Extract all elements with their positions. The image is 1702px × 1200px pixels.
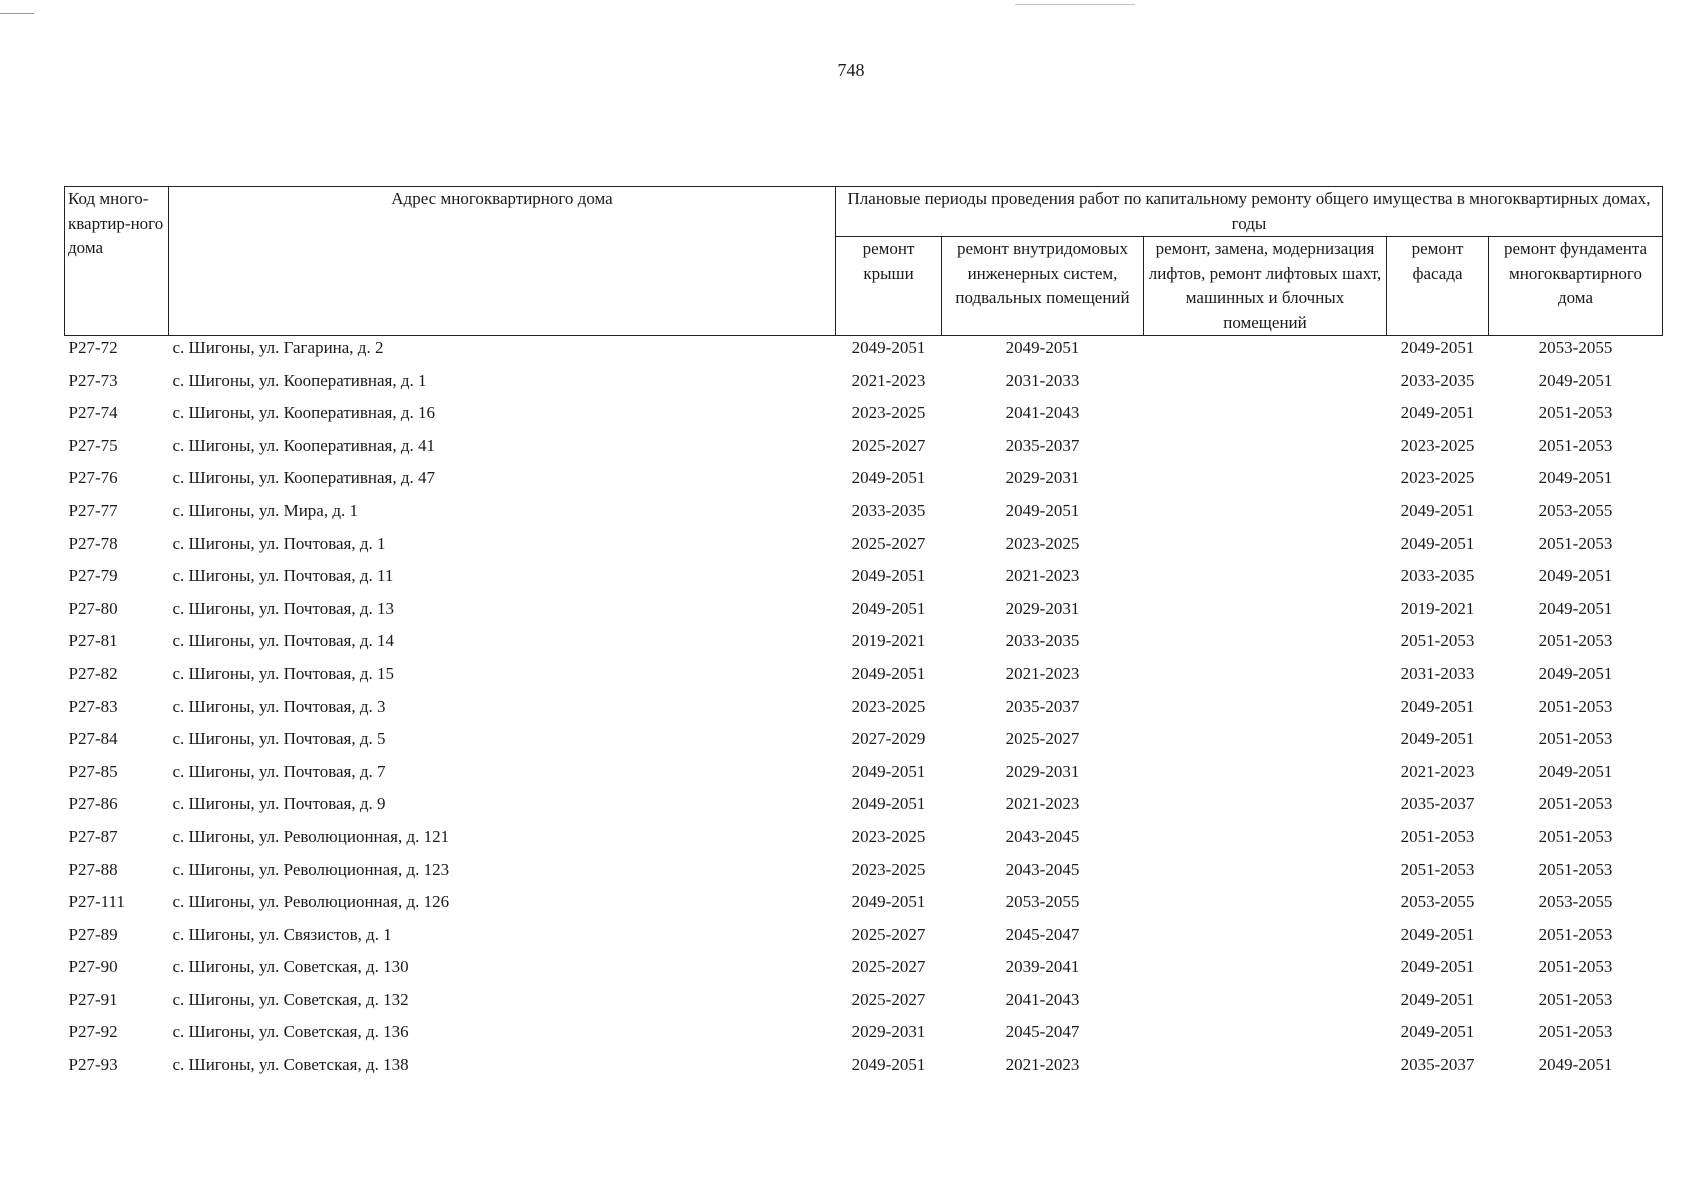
cell-lifts: [1144, 858, 1387, 891]
cell-address: с. Шигоны, ул. Советская, д. 130: [172, 957, 409, 977]
cell-engineering: 2041-2043: [1005, 989, 1080, 1009]
cell-roof: 2049-2051: [851, 338, 926, 357]
cell-facade: 2049-2051: [1400, 403, 1475, 423]
cell-engineering: 2035-2037: [1005, 696, 1080, 716]
cell-code: Р27-74: [68, 403, 118, 423]
cell-address: с. Шигоны, ул. Почтовая, д. 14: [172, 631, 395, 651]
table-row: [65, 760, 1663, 793]
cell-engineering: 2043-2045: [1005, 859, 1080, 879]
cell-lifts: [1144, 695, 1387, 728]
cell-lifts: [1144, 890, 1387, 923]
cell-code: Р27-89: [68, 924, 118, 944]
cell-lifts: [1144, 727, 1387, 760]
cell-facade: 2023-2025: [1400, 435, 1475, 455]
cell-code: Р27-76: [68, 468, 118, 488]
cell-roof: 2021-2023: [851, 370, 926, 390]
table-row: [65, 1053, 1663, 1086]
scan-artifact: [1015, 4, 1135, 5]
table-row: [65, 792, 1663, 825]
cell-engineering: 2039-2041: [1005, 957, 1080, 977]
cell-address: с. Шигоны, ул. Почтовая, д. 3: [172, 696, 386, 716]
cell-code: Р27-86: [68, 794, 118, 814]
header-facade: ремонт фасада: [1387, 237, 1489, 336]
cell-facade: 2049-2051: [1400, 533, 1475, 553]
table-row: [65, 401, 1663, 434]
cell-roof: 2049-2051: [851, 892, 926, 912]
cell-address: с. Шигоны, ул. Почтовая, д. 5: [172, 729, 386, 749]
cell-address: с. Шигоны, ул. Советская, д. 132: [172, 989, 409, 1009]
cell-code: Р27-91: [68, 989, 118, 1009]
cell-engineering: 2021-2023: [1005, 1055, 1080, 1075]
cell-engineering: 2029-2031: [1005, 598, 1080, 618]
cell-address: с. Шигоны, ул. Почтовая, д. 11: [172, 566, 394, 586]
cell-engineering: 2021-2023: [1005, 794, 1080, 814]
cell-engineering: 2025-2027: [1005, 729, 1080, 749]
cell-code: Р27-92: [68, 1022, 118, 1042]
cell-engineering: 2035-2037: [1005, 435, 1080, 455]
cell-engineering: 2031-2033: [1005, 370, 1080, 390]
cell-foundation: 2051-2053: [1538, 403, 1613, 423]
cell-lifts: [1144, 988, 1387, 1021]
cell-roof: 2049-2051: [851, 598, 926, 618]
cell-facade: 2049-2051: [1400, 696, 1475, 716]
table-row: [65, 923, 1663, 956]
cell-facade: 2033-2035: [1400, 566, 1475, 586]
cell-lifts: [1144, 1020, 1387, 1053]
cell-foundation: 2049-2051: [1538, 663, 1613, 683]
cell-address: с. Шигоны, ул. Кооперативная, д. 16: [172, 403, 436, 423]
cell-roof: 2049-2051: [851, 663, 926, 683]
table-row: [65, 466, 1663, 499]
cell-roof: 2049-2051: [851, 566, 926, 586]
cell-roof: 2025-2027: [851, 435, 926, 455]
cell-engineering: 2029-2031: [1005, 468, 1080, 488]
cell-code: Р27-78: [68, 533, 118, 553]
table-row: [65, 597, 1663, 630]
cell-code: Р27-83: [68, 696, 118, 716]
cell-code: Р27-79: [68, 566, 118, 586]
cell-code: Р27-90: [68, 957, 118, 977]
cell-roof: 2025-2027: [851, 533, 926, 553]
cell-roof: 2023-2025: [851, 859, 926, 879]
cell-foundation: 2051-2053: [1538, 1022, 1613, 1042]
cell-engineering: 2041-2043: [1005, 403, 1080, 423]
cell-lifts: [1144, 564, 1387, 597]
cell-foundation: 2049-2051: [1538, 761, 1613, 781]
cell-lifts: [1144, 401, 1387, 434]
cell-roof: 2025-2027: [851, 989, 926, 1009]
cell-roof: 2033-2035: [851, 500, 926, 520]
cell-foundation: 2051-2053: [1538, 957, 1613, 977]
cell-facade: 2049-2051: [1400, 924, 1475, 944]
cell-foundation: 2051-2053: [1538, 859, 1613, 879]
cell-roof: 2023-2025: [851, 403, 926, 423]
cell-lifts: [1144, 825, 1387, 858]
cell-foundation: 2053-2055: [1538, 500, 1613, 520]
cell-foundation: 2051-2053: [1538, 924, 1613, 944]
cell-foundation: 2051-2053: [1538, 729, 1613, 749]
cell-foundation: 2049-2051: [1538, 370, 1613, 390]
cell-foundation: 2051-2053: [1538, 631, 1613, 651]
cell-roof: 2023-2025: [851, 696, 926, 716]
cell-engineering: 2023-2025: [1005, 533, 1080, 553]
cell-foundation: 2049-2051: [1538, 598, 1613, 618]
cell-facade: 2035-2037: [1400, 794, 1475, 814]
cell-engineering: 2045-2047: [1005, 924, 1080, 944]
cell-lifts: [1144, 1053, 1387, 1086]
cell-code: Р27-75: [68, 435, 118, 455]
cell-address: с. Шигоны, ул. Почтовая, д. 1: [172, 533, 386, 553]
table-body: [65, 336, 1663, 1086]
cell-engineering: 2043-2045: [1005, 826, 1080, 846]
table-row: [65, 532, 1663, 565]
cell-lifts: [1144, 955, 1387, 988]
cell-facade: 2019-2021: [1400, 598, 1475, 618]
cell-address: с. Шигоны, ул. Революционная, д. 126: [172, 892, 450, 912]
cell-address: с. Шигоны, ул. Гагарина, д. 2: [172, 338, 384, 357]
cell-address: с. Шигоны, ул. Связистов, д. 1: [172, 924, 392, 944]
cell-address: с. Шигоны, ул. Революционная, д. 121: [172, 826, 450, 846]
cell-foundation: 2051-2053: [1538, 794, 1613, 814]
cell-address: с. Шигоны, ул. Кооперативная, д. 47: [172, 468, 436, 488]
cell-facade: 2049-2051: [1400, 729, 1475, 749]
cell-roof: 2049-2051: [851, 761, 926, 781]
cell-engineering: 2021-2023: [1005, 566, 1080, 586]
cell-roof: 2049-2051: [851, 468, 926, 488]
scan-artifact: [0, 13, 34, 14]
header-periods: Плановые периоды проведения работ по капитальному ремонту общего имущества в многоквартирных домах, годы: [836, 187, 1663, 237]
cell-facade: 2035-2037: [1400, 1055, 1475, 1075]
cell-engineering: 2053-2055: [1005, 892, 1080, 912]
cell-code: Р27-88: [68, 859, 118, 879]
cell-code: Р27-93: [68, 1055, 118, 1075]
header-lifts: ремонт, замена, модернизация лифтов, ремонт лифтовых шахт, машинных и блочных помещений: [1144, 237, 1387, 336]
cell-foundation: 2051-2053: [1538, 533, 1613, 553]
page-number: 748: [837, 60, 865, 80]
cell-address: с. Шигоны, ул. Мира, д. 1: [172, 500, 359, 520]
cell-roof: 2027-2029: [851, 729, 926, 749]
cell-engineering: 2049-2051: [1005, 338, 1080, 357]
table-row: [65, 369, 1663, 402]
cell-foundation: 2051-2053: [1538, 435, 1613, 455]
cell-roof: 2049-2051: [851, 1055, 926, 1075]
header-foundation: ремонт фундамента многоквартирного дома: [1489, 237, 1663, 336]
cell-code: Р27-80: [68, 598, 118, 618]
cell-code: Р27-81: [68, 631, 118, 651]
table-row: [65, 434, 1663, 467]
cell-roof: 2049-2051: [851, 794, 926, 814]
cell-facade: 2049-2051: [1400, 989, 1475, 1009]
cell-address: с. Шигоны, ул. Советская, д. 136: [172, 1022, 409, 1042]
header-roof: ремонт крыши: [836, 237, 942, 336]
cell-lifts: [1144, 499, 1387, 532]
header-address: Адрес многоквартирного дома: [169, 187, 836, 336]
cell-engineering: 2033-2035: [1005, 631, 1080, 651]
cell-lifts: [1144, 434, 1387, 467]
table-header: [65, 187, 1663, 336]
cell-lifts: [1144, 923, 1387, 956]
cell-address: с. Шигоны, ул. Советская, д. 138: [172, 1055, 409, 1075]
cell-address: с. Шигоны, ул. Революционная, д. 123: [172, 859, 450, 879]
cell-address: с. Шигоны, ул. Кооперативная, д. 41: [172, 435, 436, 455]
cell-address: с. Шигоны, ул. Кооперативная, д. 1: [172, 370, 427, 390]
cell-engineering: 2029-2031: [1005, 761, 1080, 781]
cell-lifts: [1144, 466, 1387, 499]
cell-code: Р27-72: [68, 338, 118, 357]
cell-roof: 2023-2025: [851, 826, 926, 846]
cell-roof: 2025-2027: [851, 924, 926, 944]
cell-engineering: 2049-2051: [1005, 500, 1080, 520]
cell-facade: 2053-2055: [1400, 892, 1475, 912]
cell-address: с. Шигоны, ул. Почтовая, д. 13: [172, 598, 395, 618]
cell-engineering: 2021-2023: [1005, 663, 1080, 683]
cell-code: Р27-85: [68, 761, 118, 781]
cell-facade: 2021-2023: [1400, 761, 1475, 781]
table-row: [65, 890, 1663, 923]
table-row: [65, 695, 1663, 728]
cell-foundation: 2049-2051: [1538, 468, 1613, 488]
cell-engineering: 2045-2047: [1005, 1022, 1080, 1042]
table-row: [65, 629, 1663, 662]
cell-code: Р27-73: [68, 370, 118, 390]
cell-facade: 2031-2033: [1400, 663, 1475, 683]
cell-lifts: [1144, 792, 1387, 825]
cell-address: с. Шигоны, ул. Почтовая, д. 9: [172, 794, 386, 814]
cell-lifts: [1144, 597, 1387, 630]
cell-foundation: 2049-2051: [1538, 1055, 1613, 1075]
cell-code: Р27-77: [68, 500, 118, 520]
header-code: Код много-квартир-ного дома: [65, 187, 169, 336]
cell-lifts: [1144, 532, 1387, 565]
cell-lifts: [1144, 369, 1387, 402]
cell-facade: 2049-2051: [1400, 338, 1475, 357]
repair-schedule-table: [64, 186, 1663, 1086]
table-row: [65, 499, 1663, 532]
cell-foundation: 2051-2053: [1538, 696, 1613, 716]
table-row: [65, 336, 1663, 369]
cell-roof: 2029-2031: [851, 1022, 926, 1042]
table-row: [65, 1020, 1663, 1053]
table-row: [65, 988, 1663, 1021]
cell-facade: 2023-2025: [1400, 468, 1475, 488]
table-row: [65, 825, 1663, 858]
table-row: [65, 858, 1663, 891]
cell-roof: 2025-2027: [851, 957, 926, 977]
cell-lifts: [1144, 662, 1387, 695]
cell-code: Р27-82: [68, 663, 118, 683]
cell-facade: 2049-2051: [1400, 1022, 1475, 1042]
table-row: [65, 727, 1663, 760]
cell-facade: 2049-2051: [1400, 500, 1475, 520]
cell-address: с. Шигоны, ул. Почтовая, д. 7: [172, 761, 386, 781]
cell-code: Р27-87: [68, 826, 118, 846]
cell-foundation: 2049-2051: [1538, 566, 1613, 586]
header-engineering: ремонт внутридомовых инженерных систем, подвальных помещений: [942, 237, 1144, 336]
cell-facade: 2049-2051: [1400, 957, 1475, 977]
cell-facade: 2051-2053: [1400, 826, 1475, 846]
cell-roof: 2019-2021: [851, 631, 926, 651]
cell-facade: 2051-2053: [1400, 631, 1475, 651]
cell-foundation: 2053-2055: [1538, 892, 1613, 912]
table-row: [65, 564, 1663, 597]
cell-code: Р27-84: [68, 729, 118, 749]
cell-code: Р27-111: [68, 892, 125, 912]
cell-foundation: 2051-2053: [1538, 989, 1613, 1009]
cell-facade: 2033-2035: [1400, 370, 1475, 390]
table-row: [65, 662, 1663, 695]
cell-lifts: [1144, 336, 1387, 369]
cell-foundation: 2051-2053: [1538, 826, 1613, 846]
cell-facade: 2051-2053: [1400, 859, 1475, 879]
cell-lifts: [1144, 760, 1387, 793]
cell-address: с. Шигоны, ул. Почтовая, д. 15: [172, 663, 395, 683]
cell-foundation: 2053-2055: [1538, 338, 1613, 357]
cell-lifts: [1144, 629, 1387, 662]
table-row: [65, 955, 1663, 988]
